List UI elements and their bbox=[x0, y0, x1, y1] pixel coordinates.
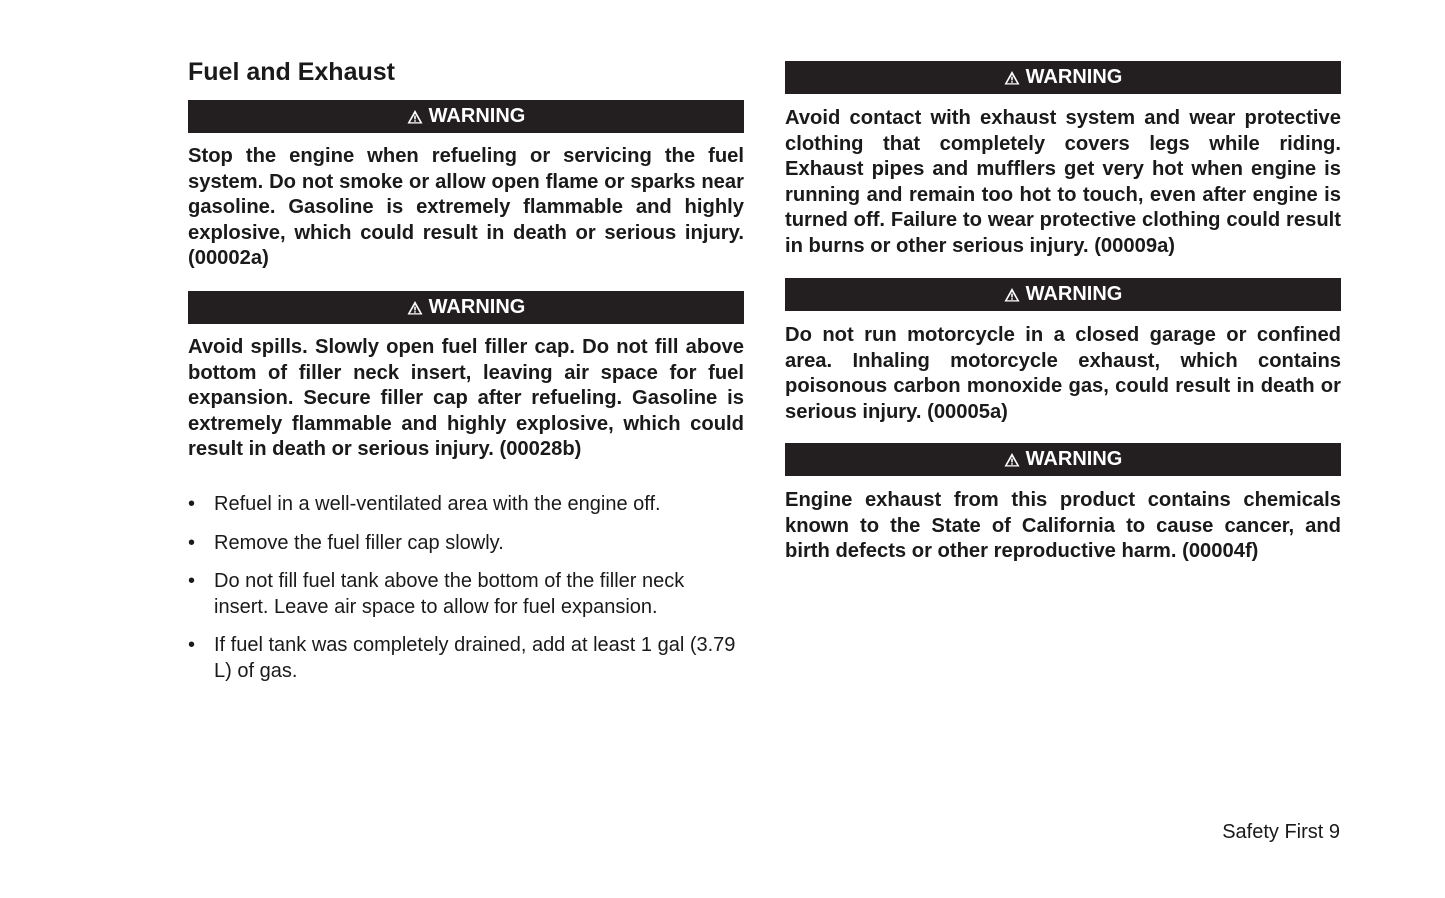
list-item-text: Refuel in a well-ventilated area with the engine off. bbox=[214, 493, 661, 515]
bullet-marker: • bbox=[188, 634, 196, 656]
bullet-marker: • bbox=[188, 531, 196, 554]
list-item-text: If fuel tank was completely drained, add at least 1 gal (3.79 L) of gas. bbox=[214, 634, 736, 682]
warning-banner bbox=[785, 443, 1341, 476]
list-item-text: Remove the fuel filler cap slowly. bbox=[214, 531, 504, 554]
warning-text: Avoid spills. Slowly open fuel filler cap. Do not fill above bottom of filler neck insert, leaving air space for fuel expansion. Secure filler cap after refueling. Gasoline is extremely flammable and highly explosive, which could result in death or serious injury. (00028b) bbox=[188, 336, 744, 461]
warning-label: WARNING bbox=[1025, 283, 1123, 305]
list-item bbox=[188, 633, 744, 684]
list-item-text: Do not fill fuel tank above the bottom of the filler neck insert. Leave air space to allow for fuel expansion. bbox=[214, 570, 685, 618]
warning-triangle-icon bbox=[1004, 452, 1020, 468]
list-item bbox=[188, 531, 744, 557]
warning-text: Stop the engine when refueling or servicing the fuel system. Do not smoke or allow open flame or sparks near gasoline. Gasoline is extremely flammable and highly explosive, which could result in death or serious injury. (00002a) bbox=[188, 145, 744, 270]
warning-banner bbox=[188, 291, 744, 324]
warning-text: Do not run motorcycle in a closed garage or confined area. Inhaling motorcycle exhaust, which contains poisonous carbon monoxide gas, could result in death or serious injury. (00005a) bbox=[785, 324, 1341, 423]
warning-label: WARNING bbox=[428, 296, 526, 318]
list-item bbox=[188, 492, 744, 518]
list-item bbox=[188, 569, 744, 620]
warning-banner bbox=[785, 61, 1341, 94]
section-title: Fuel and Exhaust bbox=[188, 58, 395, 86]
warning-label: WARNING bbox=[428, 105, 526, 127]
bullet-list bbox=[188, 492, 744, 697]
page-footer: Safety First 9 bbox=[1222, 821, 1340, 843]
warning-triangle-icon bbox=[1004, 287, 1020, 303]
warning-text: Engine exhaust from this product contains chemicals known to the State of California to cause cancer, and birth defects or other reproductive harm. (00004f) bbox=[785, 489, 1341, 563]
warning-triangle-icon bbox=[1004, 70, 1020, 86]
warning-banner bbox=[188, 100, 744, 133]
warning-label: WARNING bbox=[1025, 448, 1123, 470]
warning-triangle-icon bbox=[407, 109, 423, 125]
bullet-marker: • bbox=[188, 570, 196, 592]
warning-label: WARNING bbox=[1025, 66, 1123, 88]
warning-triangle-icon bbox=[407, 300, 423, 316]
warning-banner bbox=[785, 278, 1341, 311]
warning-text: Avoid contact with exhaust system and wear protective clothing that completely covers legs while riding. Exhaust pipes and mufflers get very hot when engine is running and remain too hot to touch, even after engine is turned off. Failure to wear protective clothing could result in burns or other serious injury. (00009a) bbox=[785, 107, 1341, 257]
bullet-marker: • bbox=[188, 493, 196, 515]
